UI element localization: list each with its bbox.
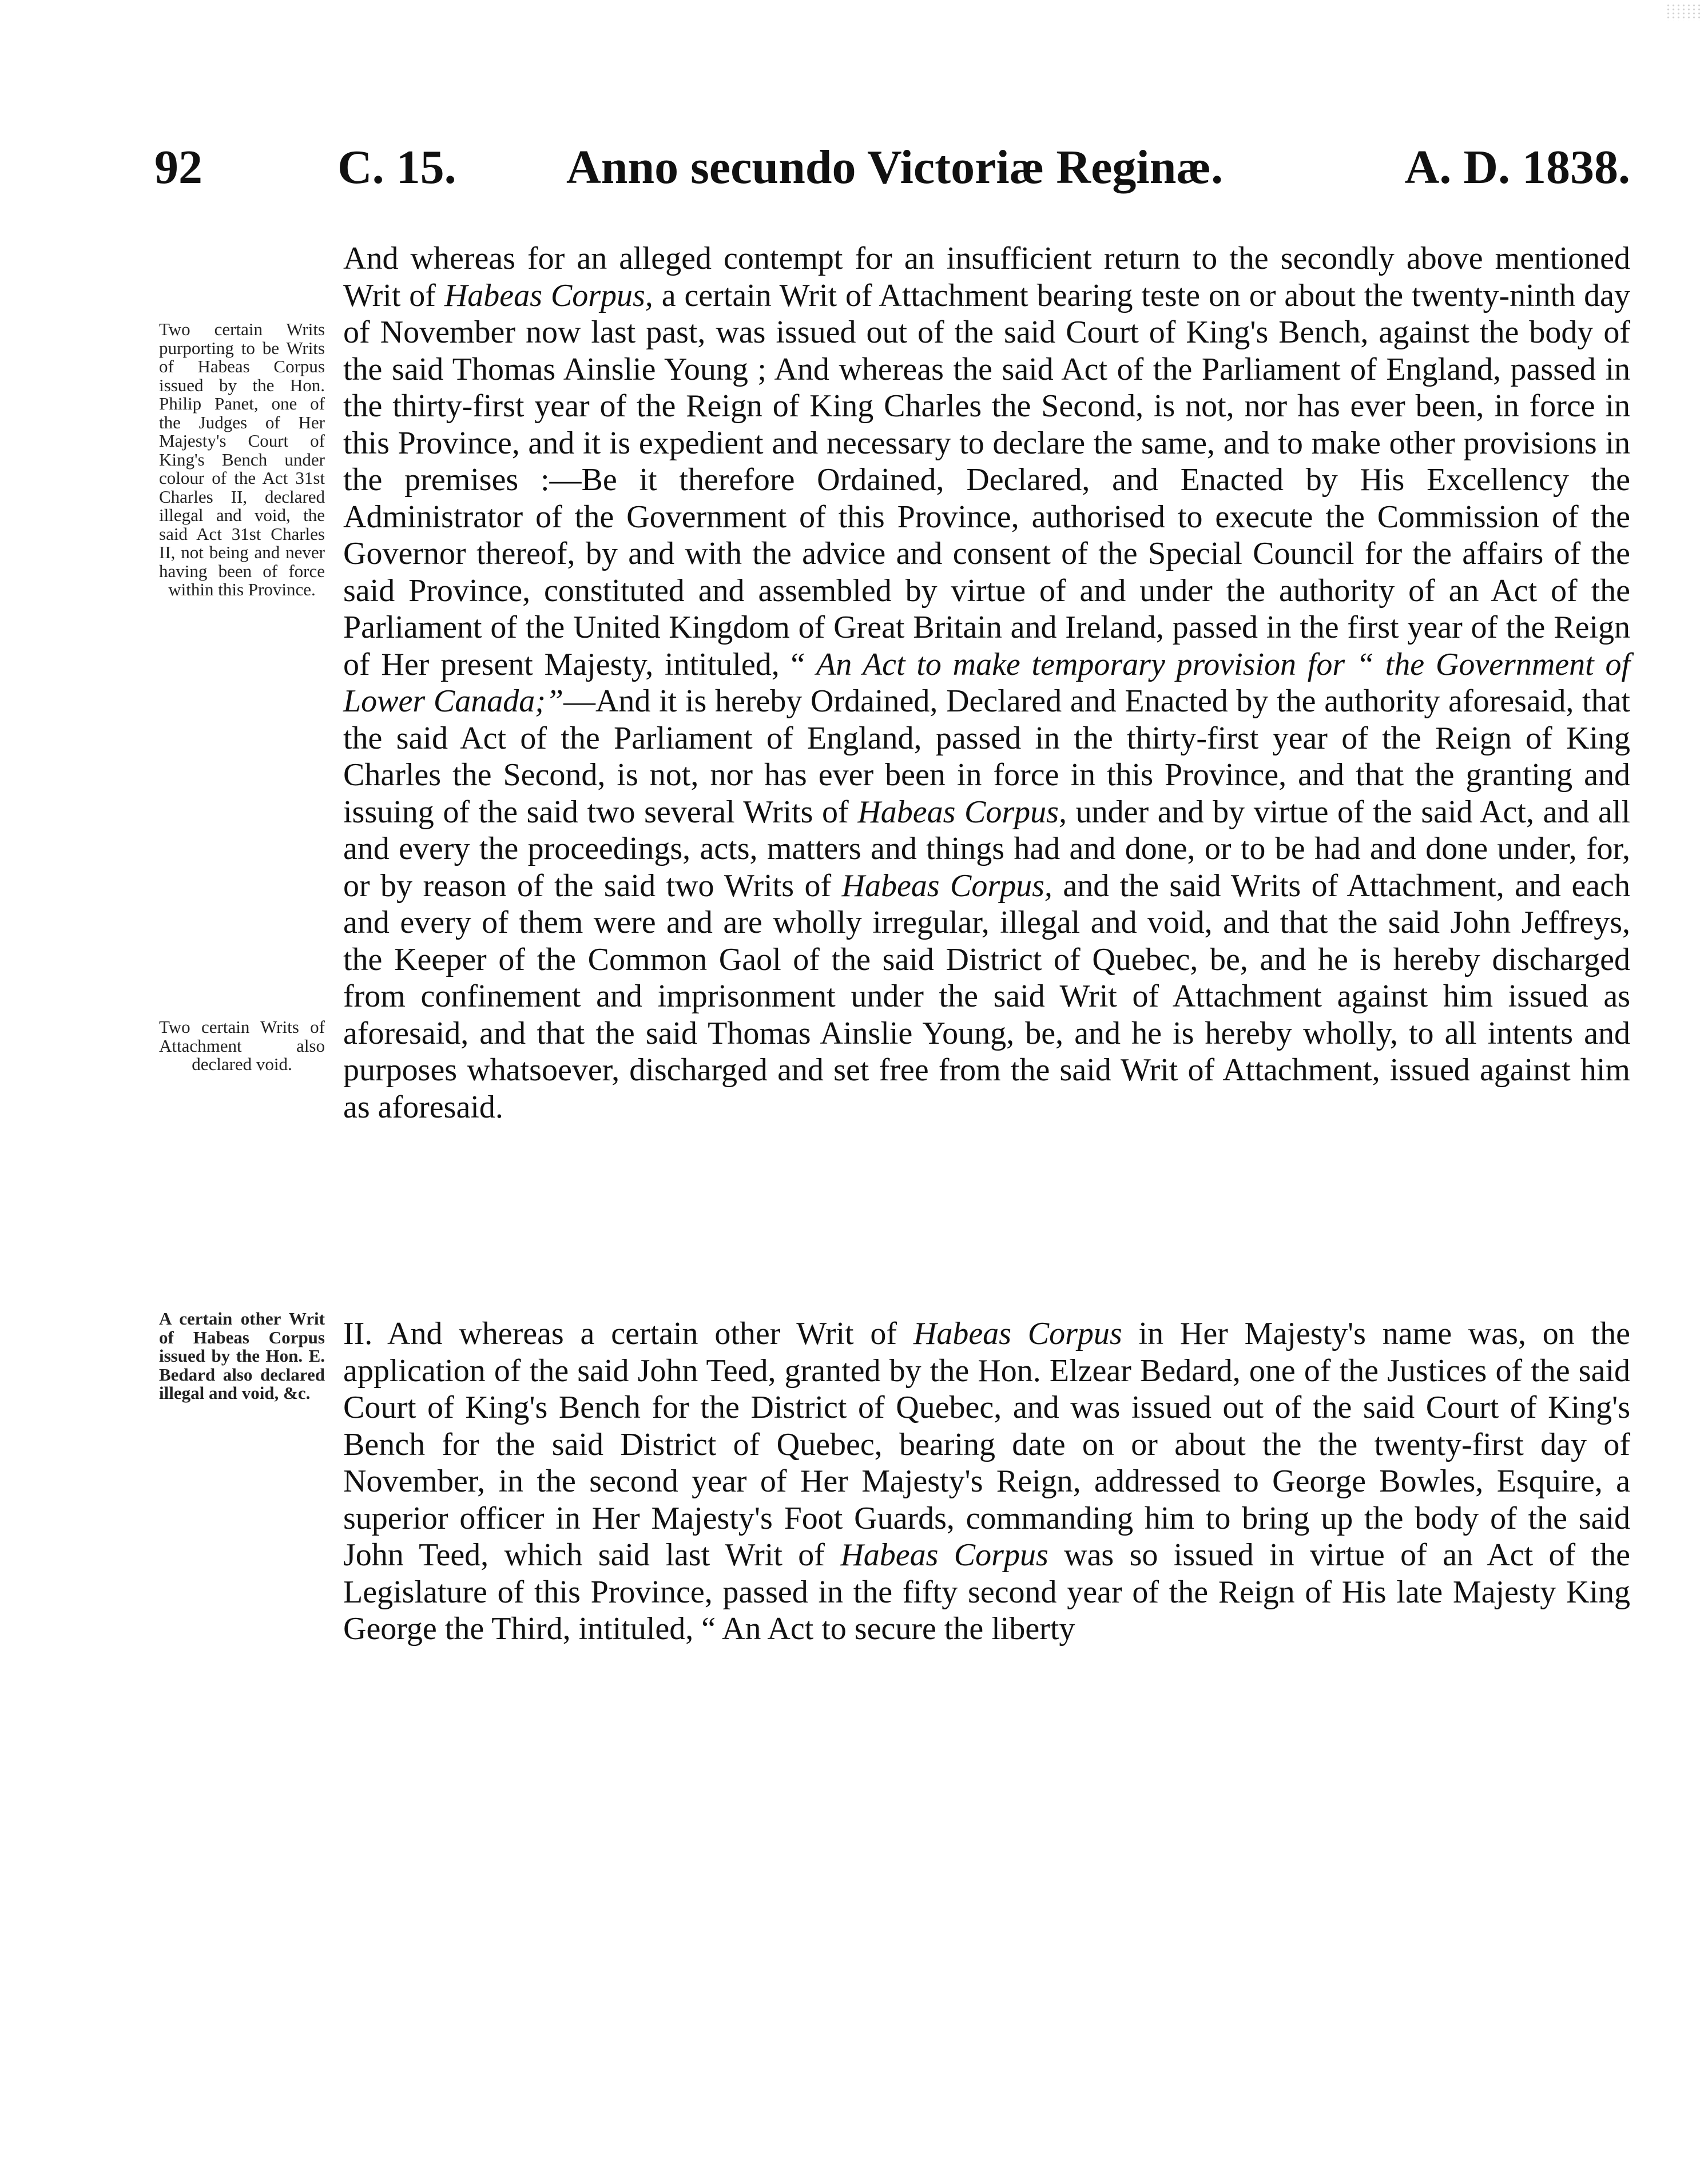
para1-text-i: and the said Writs of Attachment, and each and every of them were and are wholly irregular, illegal and void, and that the said John Jeffreys, the Keeper of the Common Gaol of the said District of Quebec, be, and he is hereby discharged from confinement and imprisonment under the said Writ of Attachment against him issued as aforesaid, and that the said Thomas Ainslie Young, be, and he is hereby wholly, to all intents and purposes whatsoever, discharged and set free from the said Writ of Attachment, issued against him as aforesaid. <box>343 868 1631 1125</box>
para2-text-e: was so issued in virtue of an Act of the Legislature of this Province, passed in the fifty second year of the Reign of His late Majesty King George the Third, intituled, “ An Act to secure the liberty <box>343 1537 1630 1647</box>
margin-note-writs-attachment: Two certain Writs of Attachment also declared void. <box>159 1017 325 1074</box>
running-title: Anno secundo Victoriæ Reginæ. <box>566 141 1224 194</box>
para2-text-a: II. And whereas a certain other Writ of <box>343 1316 913 1351</box>
chapter-number: C. 15. <box>337 141 456 194</box>
para1-text-c: a certain Writ of Attachment bearing teste on or about the twenty-ninth day of November now last past, was issued out of the said Court of King's Bench, against the body of the said Thomas Ainslie Young ; And whereas the said Act of the Parliament of England, passed in the thirty-first year of the Reign of King Charles the Second, is not, nor has ever been, in force in this Province, and it is expedient and necessary to declare the same, and to make other provisions in the premises :—Be it therefore Ordained, Declared, and Enacted by His Excellency the Administrator of the Government of this Province, authorised to execute the Commission of the Governor thereof, by and with the advice and consent of the Special Council for the affairs of the said Province, constituted and assembled by virtue of and under the authority of an Act of the Parliament of the United Kingdom of Great Britain and Ireland, passed in the first year of the Reign of Her present Majesty, intituled, “ <box>343 277 1630 682</box>
para1-italic-h: Habeas Corpus, <box>841 868 1052 904</box>
para2-italic-b: Habeas Corpus <box>913 1316 1122 1351</box>
para2-italic-d: Habeas Corpus <box>840 1537 1048 1573</box>
para1-text-e: —And it is hereby Ordained, Declared and Enacted by the authority aforesaid, that the said Act of the Parliament of England, passed in the thirty-first year of the Reign of King Charles the Second, is not, nor has ever been in force in this Province, and that the granting and issuing of the said two several Writs of <box>343 683 1630 830</box>
para1-italic-b: Habeas Corpus, <box>444 277 653 313</box>
running-header <box>154 130 1630 205</box>
para2-text-c: in Her Majesty's name was, on the application of the said John Teed, granted by the Hon. Elzear Bedard, one of the Justices of the said Court of King's Bench for the District of Quebec, and was issued out of the said Court of King's Bench for the said District of Quebec, bearing date on or about the the twenty-first day of November, in the second year of Her Majesty's Reign, addressed to George Bowles, Esquire, a superior officer in Her Majesty's Foot Guards, commanding him to bring up the body of the said John Teed, which said last Writ of <box>343 1316 1630 1573</box>
margin-note-other-writ: A certain other Writ of Habeas Corpus issued by the Hon. E. Bedard also declared illegal and void, &c. <box>159 1309 325 1403</box>
para1-italic-act-title: An Act to make temporary provision for “ the Government of Lower Canada;” <box>343 646 1630 719</box>
scan-speckle <box>1666 3 1700 21</box>
page-number: 92 <box>154 141 202 194</box>
para1-text-a: And whereas for an alleged contempt for an insufficient return to the secondly above mentioned Writ of <box>343 241 1630 313</box>
paragraph-1 <box>343 240 1630 1126</box>
margin-note-writs-habeas-corpus: Two certain Writs purporting to be Writs of Habeas Corpus issued by the Hon. Philip Panet, one of the Judges of Her Majesty's Court of King's Bench under colour of the Act 31st Charles II, declared illegal and void, the said Act 31st Charles II, not being and never having been of force within this Province. <box>159 319 325 599</box>
header-year: A. D. 1838. <box>1404 141 1630 194</box>
para1-italic-f: Habeas Corpus, <box>857 794 1067 830</box>
paragraph-2 <box>343 1315 1630 1648</box>
para1-text-g: under and by virtue of the said Act, and all and every the proceedings, acts, matters and things had and done, or to be had and done under, for, or by reason of the said two Writs of <box>343 794 1631 904</box>
